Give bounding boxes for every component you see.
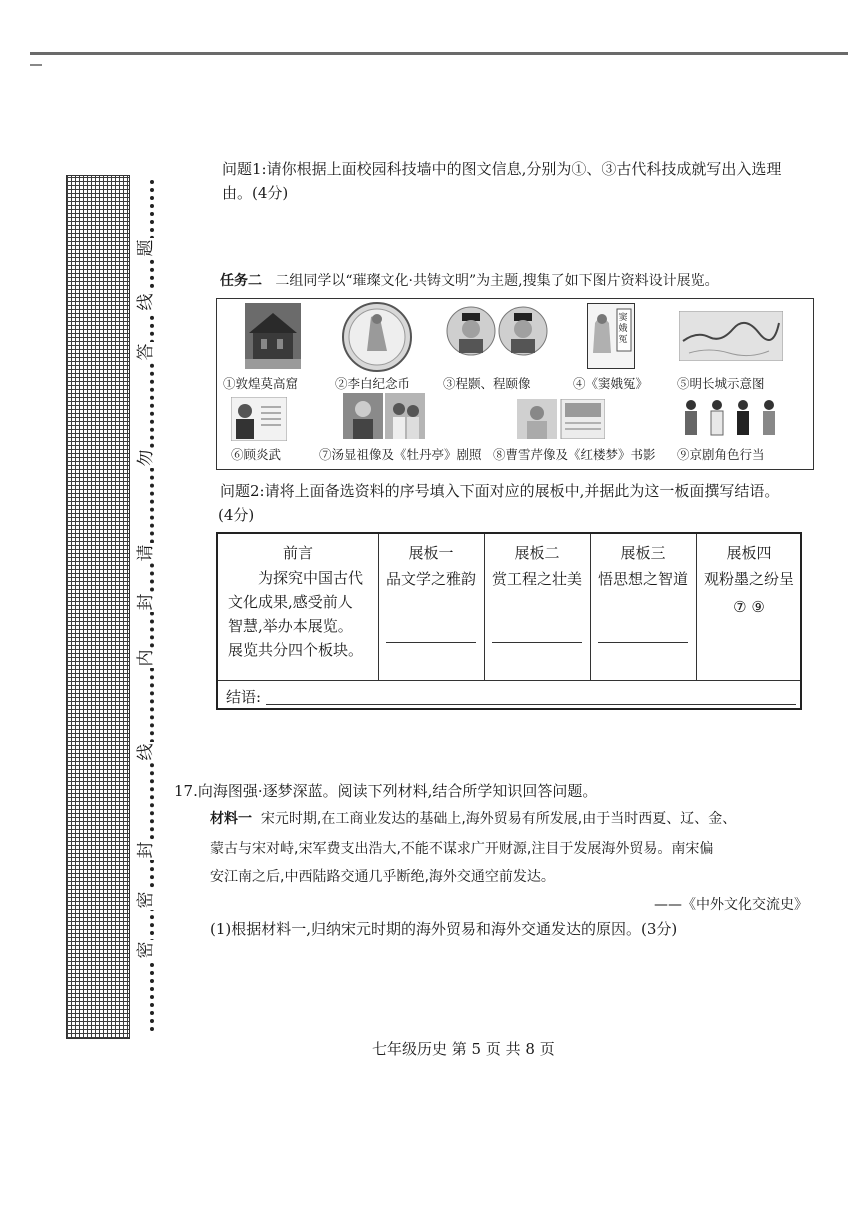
page-footer: 七年级历史 第 5 页 共 8 页	[372, 1040, 555, 1058]
image-caption: ③程颢、程颐像	[443, 376, 531, 391]
question-1-line-2: 由。(4分)	[222, 184, 289, 202]
image-caption: ④《窦娥冤》	[573, 376, 649, 391]
image-panel	[216, 298, 814, 470]
board-header: 展板二	[514, 544, 560, 562]
material-1-line: 材料一 宋元时期,在工商业发达的基础上,海外贸易有所发展,由于当时西夏、辽、金、	[210, 811, 737, 827]
image-caption: ⑤明长城示意图	[677, 376, 765, 391]
board-answer: ⑦ ⑨	[733, 598, 765, 616]
material-1-line: 蒙古与宋对峙,宋军费支出浩大,不能不谋求广开财源,注目于发展海外贸易。南宋偏	[210, 841, 714, 857]
image-caption: ⑦汤显祖像及《牡丹亭》剧照	[319, 447, 482, 462]
board-answer-blank[interactable]	[598, 642, 688, 643]
task-2-label: 任务二	[220, 273, 262, 289]
binding-char: 线	[136, 743, 156, 761]
opera-figures-icon	[677, 397, 781, 437]
binding-char: 请	[136, 544, 156, 562]
question-1-line-1: 问题1:请你根据上面校园科技墙中的图文信息,分别为①、③古代科技成就写出入选理	[222, 160, 782, 178]
portrait-opera-icon	[343, 393, 425, 439]
intro-header: 前言	[282, 544, 313, 562]
binding-char: 封	[136, 593, 156, 611]
intro-text	[228, 566, 363, 662]
binding-char: 题	[136, 239, 156, 257]
question-17-title: 17.向海图强·逐梦深蓝。阅读下列材料,结合所学知识回答问题。	[174, 782, 598, 800]
portrait-book-page-icon	[517, 399, 605, 439]
binding-hatch-strip	[66, 175, 130, 1039]
board-title: 悟思想之智道	[597, 570, 688, 588]
portrait-pair-icon	[445, 303, 549, 363]
question-17-sub-1: (1)根据材料一,归纳宋元时期的海外贸易和海外交通发达的原因。(3分)	[210, 920, 678, 938]
board-title: 观粉墨之纷呈	[703, 570, 794, 588]
board-title: 赏工程之壮美	[491, 570, 582, 588]
intro-line: 为探究中国古代	[258, 569, 364, 587]
image-caption: ⑨京剧角色行当	[677, 447, 765, 462]
binding-char: 内	[136, 649, 156, 667]
binding-char: 密	[136, 891, 156, 909]
board-header: 展板三	[620, 544, 666, 562]
binding-char: 线	[136, 293, 156, 311]
board-answer-blank[interactable]	[386, 642, 476, 643]
board-header: 展板四	[726, 544, 772, 562]
conclusion-blank[interactable]	[266, 704, 796, 705]
image-caption: ⑧曹雪芹像及《红楼梦》书影	[493, 447, 656, 462]
board-header: 展板一	[408, 544, 454, 562]
conclusion-label: 结语:	[226, 688, 262, 706]
top-border-mark	[30, 64, 42, 66]
binding-char: 勿	[136, 449, 156, 467]
exhibition-table	[216, 532, 802, 710]
binding-char: 答	[136, 343, 156, 361]
cave-temple-photo-icon	[245, 303, 301, 369]
material-1-source: ——《中外文化交流史》	[654, 897, 808, 913]
binding-char: 密	[136, 941, 156, 959]
image-caption: ②李白纪念币	[335, 376, 411, 391]
question-2-line-2: (4分)	[218, 506, 255, 524]
top-border-line	[30, 52, 848, 55]
board-answer-blank[interactable]	[492, 642, 582, 643]
material-1-line: 安江南之后,中西陆路交通几乎断绝,海外交通空前发达。	[210, 869, 555, 885]
portrait-book-icon	[231, 397, 287, 441]
intro-line: 展览共分四个板块。	[228, 641, 364, 659]
intro-line: 智慧,举办本展览。	[228, 617, 353, 635]
material-1-label: 材料一	[210, 811, 252, 827]
task-2-text: 二组同学以“璀璨文化·共铸文明”为主题,搜集了如下图片资料设计展览。	[275, 273, 719, 289]
binding-char: 封	[136, 841, 156, 859]
task-2-heading	[220, 270, 719, 290]
image-caption: ①敦煌莫高窟	[223, 376, 299, 391]
image-caption: ⑥顾炎武	[231, 447, 282, 462]
book-cover-title: 窦娥冤	[618, 313, 628, 345]
map-great-wall-icon	[679, 311, 783, 361]
commemorative-coin-icon	[341, 301, 413, 373]
intro-line: 文化成果,感受前人	[228, 593, 353, 611]
question-2-line-1: 问题2:请将上面备选资料的序号填入下面对应的展板中,并据此为这一板面撰写结语。	[220, 482, 780, 500]
board-title: 品文学之雅韵	[385, 570, 476, 588]
